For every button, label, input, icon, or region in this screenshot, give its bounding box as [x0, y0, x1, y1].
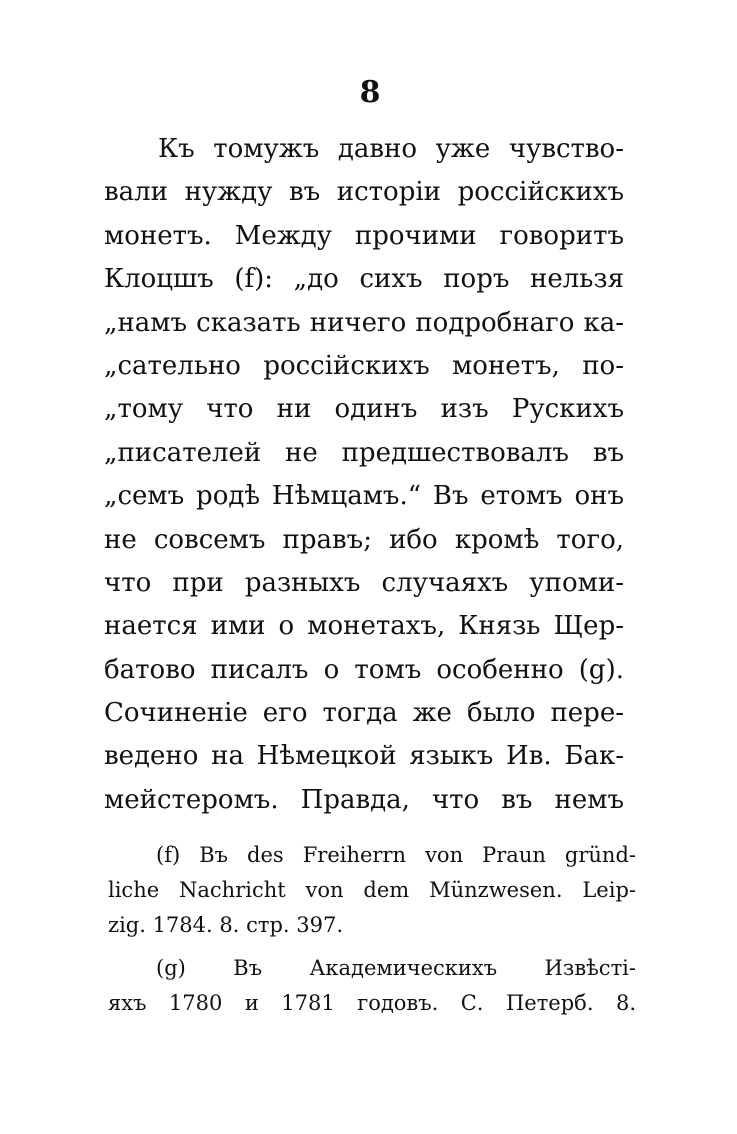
text-line: нается ими о монетахъ, Князь Щер-: [104, 611, 624, 642]
footnote-line: liche Nachricht von dem Münzwesen. Leip-: [108, 878, 636, 902]
text-line: не совсемъ правъ; ибо кромѣ того,: [104, 524, 624, 555]
text-line: вали нужду въ исторіи россійскихъ: [104, 177, 624, 208]
text-line: батово писалъ о томъ особенно (g).: [104, 654, 624, 685]
text-line: ведено на Нѣмецкой языкъ Ив. Бак-: [104, 741, 624, 772]
text-line: Къ томужъ давно уже чувство-: [158, 134, 624, 164]
text-line: Клоцшъ (f): „до сихъ поръ нельзя: [104, 264, 624, 295]
text-line: „семъ родѣ Нѣмцамъ.“ Въ етомъ онъ: [104, 481, 624, 512]
footnote-line: яхъ 1780 и 1781 годовъ. С. Петерб. 8.: [108, 991, 636, 1015]
text-line: монетъ. Между прочими говоритъ: [104, 220, 624, 251]
text-line: „писателей не предшествовалъ въ: [104, 437, 624, 468]
text-line: что при разныхъ случаяхъ упоми-: [104, 567, 624, 598]
footnote-line: zig. 1784. 8. стр. 397.: [108, 913, 344, 937]
text-line: мейстеромъ. Правда, что въ немъ: [104, 784, 624, 815]
text-line: „сательно россійскихъ монетъ, по-: [104, 350, 624, 381]
footnotes: [108, 838, 636, 1029]
text-line: „намъ сказать ничего подробнаго ка-: [104, 307, 624, 338]
main-text: [104, 128, 624, 822]
footnote-g: [108, 951, 636, 1021]
footnote-line: (f) Въ des Freiherrn von Praun gründ-: [156, 843, 636, 867]
footnote-line: (g) Въ Академическихъ Извѣсті-: [156, 956, 636, 980]
page-number: 8: [359, 75, 381, 110]
footnote-f: [108, 838, 636, 943]
text-line: „тому что ни одинъ изъ Рускихъ: [104, 394, 624, 425]
text-line: Сочиненіе его тогда же было пере-: [104, 698, 624, 729]
